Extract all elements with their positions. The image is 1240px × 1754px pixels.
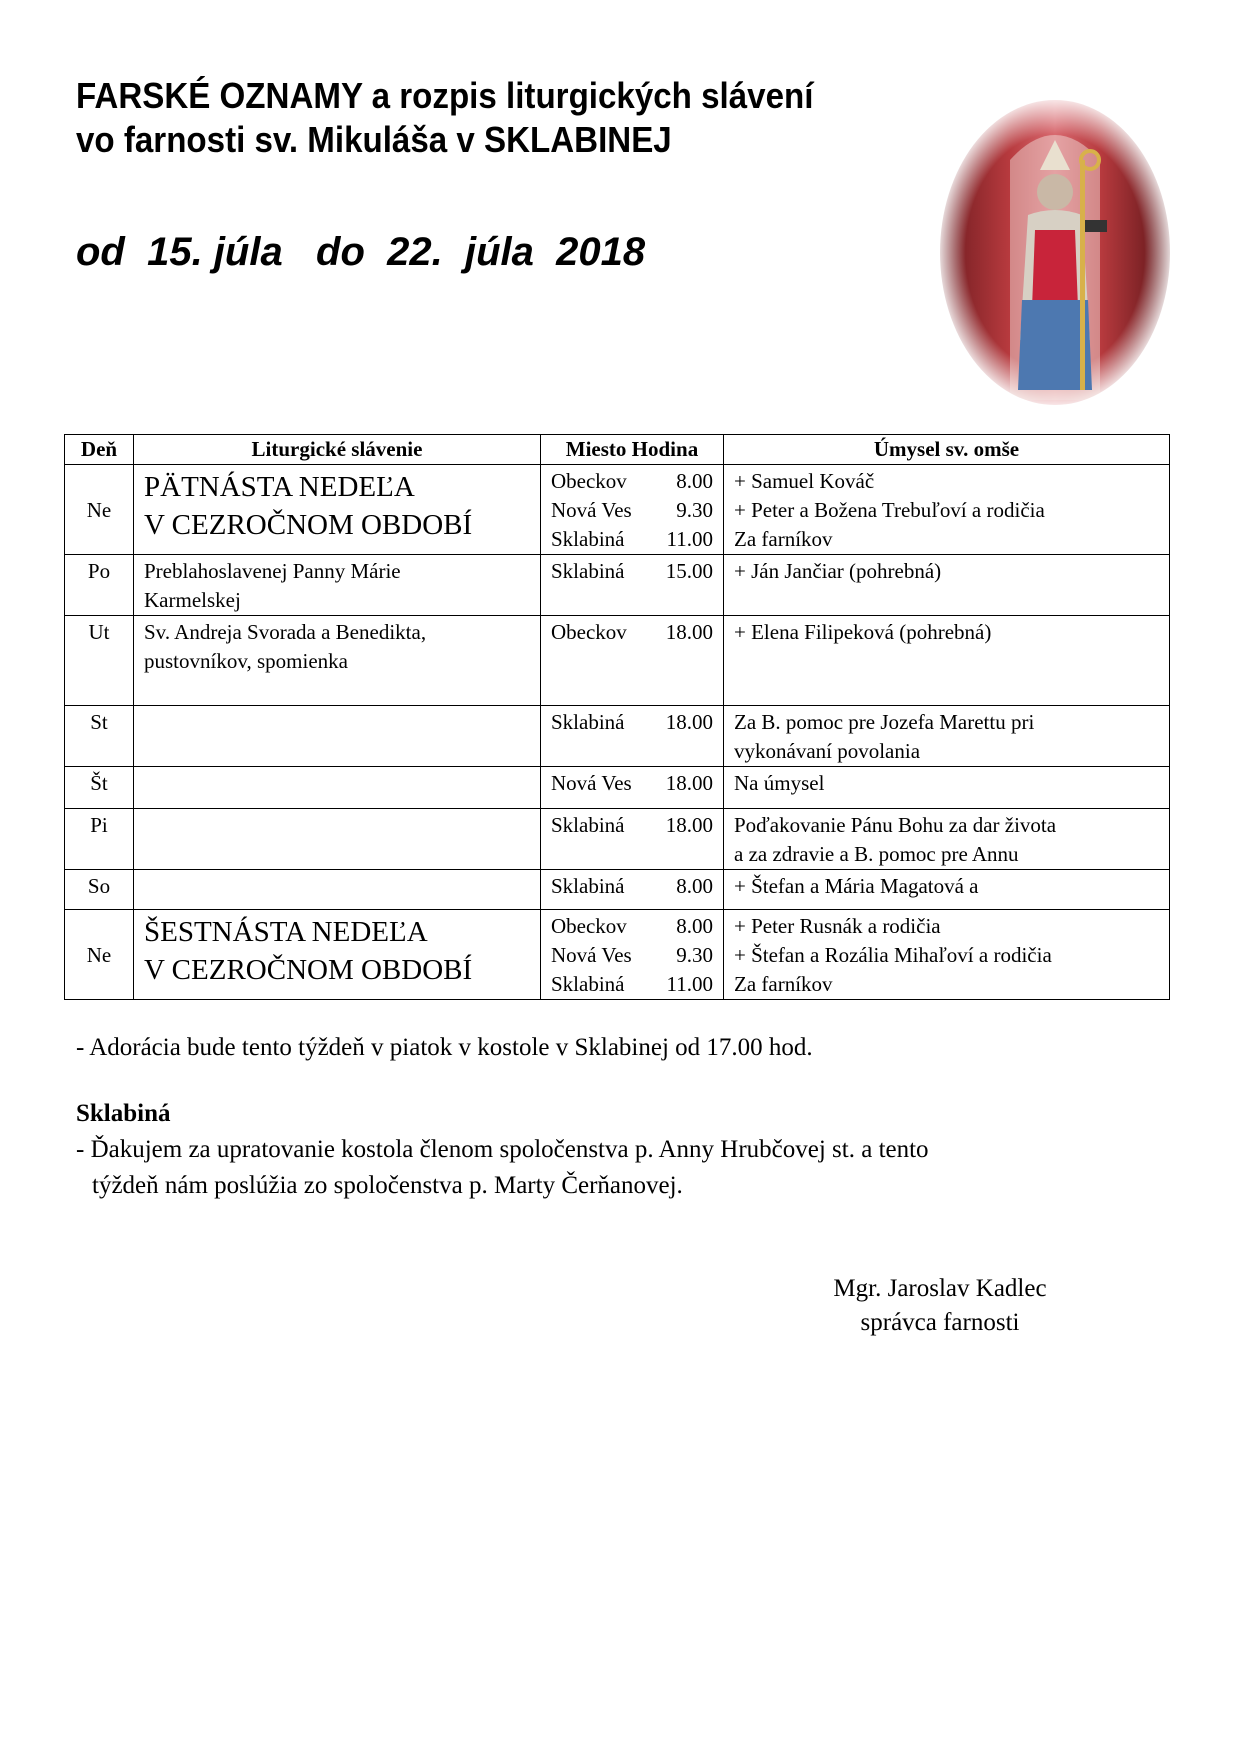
time: 18.00 [665,620,713,644]
intent-line: + Samuel Kováč [734,469,875,493]
feast-line: PÄTNÁSTA NEDEĽA [144,471,415,503]
title-line-2: vo farnosti sv. Mikuláša v SKLABINEJ [76,119,672,160]
header-place-time: Miesto Hodina [541,435,724,465]
time: 8.00 [676,469,713,493]
feast-line: ŠESTNÁSTA NEDEĽA [144,916,428,948]
time: 18.00 [665,710,713,734]
day-cell: Ne [65,465,134,555]
table-row [65,870,1170,910]
header-day: Deň [65,435,134,465]
place: Nová Ves [551,498,632,522]
feast-line: pustovníkov, spomienka [144,649,348,673]
time: 15.00 [665,559,713,583]
intent-line: + Štefan a Rozália Mihaľoví a rodičia [734,943,1052,967]
intent-cell [724,910,1170,1000]
place: Obeckov [551,914,627,938]
title-line-1: FARSKÉ OZNAMY a rozpis liturgických slávení [76,75,814,116]
intent-line: Za B. pomoc pre Jozefa Marettu pri [734,710,1035,734]
feast-cell [134,465,541,555]
intent-line: vykonávaní povolania [734,739,921,763]
intent-line: Za farníkov [734,527,833,551]
signature-role: správca farnosti [860,1309,1020,1336]
header-feast: Liturgické slávenie [134,435,541,465]
place: Sklabiná [551,874,625,898]
intent-cell [724,555,1170,616]
place-time-cell [541,706,724,767]
time: 18.00 [665,813,713,837]
announcements [76,1030,1176,1204]
feast-cell [134,616,541,706]
time: 11.00 [666,972,713,996]
place-time-cell [541,465,724,555]
intent-cell [724,616,1170,706]
signature-name: Mgr. Jaroslav Kadlec [833,1275,1047,1302]
intent-line: Na úmysel [734,771,825,795]
place: Obeckov [551,620,627,644]
saint-statue-illustration [940,100,1170,405]
intent-cell [724,809,1170,870]
intent-cell [724,767,1170,809]
table-row [65,706,1170,767]
table-row [65,555,1170,616]
header-intent: Úmysel sv. omše [724,435,1170,465]
intent-line: + Ján Jančiar (pohrebná) [734,559,942,583]
place: Sklabiná [551,559,625,583]
liturgy-schedule-table [64,434,1170,1000]
intent-line: a za zdravie a B. pomoc pre Annu [734,842,1019,866]
intent-cell [724,870,1170,910]
intent-line: + Peter Rusnák a rodičia [734,914,941,938]
place-time-cell [541,555,724,616]
time: 11.00 [666,527,713,551]
feast-line: Sv. Andreja Svorada a Benedikta, [144,620,427,644]
place-time-cell [541,767,724,809]
thanks-note-line-1: - Ďakujem za upratovanie kostola členom spoločenstva p. Anny Hrubčovej st. a tento [76,1136,929,1163]
table-row [65,910,1170,1000]
day-cell: Pi [65,809,134,870]
time: 9.30 [676,943,713,967]
intent-cell [724,465,1170,555]
place: Sklabiná [551,813,625,837]
adoration-note: - Adorácia bude tento týždeň v piatok v kostole v Sklabinej od 17.00 hod. [76,1034,813,1061]
feast-cell [134,767,541,809]
table-row [65,616,1170,706]
saint-nicholas-portrait [940,100,1170,405]
place: Sklabiná [551,972,625,996]
place: Nová Ves [551,943,632,967]
feast-cell [134,870,541,910]
place: Nová Ves [551,771,632,795]
time: 18.00 [665,771,713,795]
intent-line: + Štefan a Mária Magatová a [734,874,979,898]
signature-block [820,1272,1060,1340]
feast-cell [134,706,541,767]
feast-line: V CEZROČNOM OBDOBÍ [144,509,473,541]
page-title [76,74,904,162]
day-cell: Po [65,555,134,616]
feast-cell [134,910,541,1000]
table-header-row [65,435,1170,465]
table-row [65,465,1170,555]
place-time-cell [541,910,724,1000]
feast-cell [134,809,541,870]
intent-line: Poďakovanie Pánu Bohu za dar života [734,813,1057,837]
day-cell: Ne [65,910,134,1000]
place: Obeckov [551,469,627,493]
intent-line: + Peter a Božena Trebuľoví a rodičia [734,498,1045,522]
feast-line: V CEZROČNOM OBDOBÍ [144,954,473,986]
place-time-cell [541,809,724,870]
day-cell: St [65,706,134,767]
section-heading-sklabina: Sklabiná [76,1100,171,1127]
intent-line: + Elena Filipeková (pohrebná) [734,620,992,644]
feast-cell [134,555,541,616]
place: Sklabiná [551,527,625,551]
thanks-note-line-2: týždeň nám poslúžia zo spoločenstva p. Marty Čerňanovej. [92,1172,683,1199]
place-time-cell [541,616,724,706]
date-range: od 15. júla do 22. júla 2018 [76,230,646,274]
place-time-cell [541,870,724,910]
feast-line: Preblahoslavenej Panny Márie [144,559,401,583]
intent-line: Za farníkov [734,972,833,996]
day-cell: Ut [65,616,134,706]
feast-line: Karmelskej [144,588,241,612]
time: 8.00 [676,914,713,938]
table-row [65,767,1170,809]
time: 8.00 [676,874,713,898]
day-cell: Št [65,767,134,809]
day-cell: So [65,870,134,910]
time: 9.30 [676,498,713,522]
place: Sklabiná [551,710,625,734]
intent-cell [724,706,1170,767]
table-row [65,809,1170,870]
